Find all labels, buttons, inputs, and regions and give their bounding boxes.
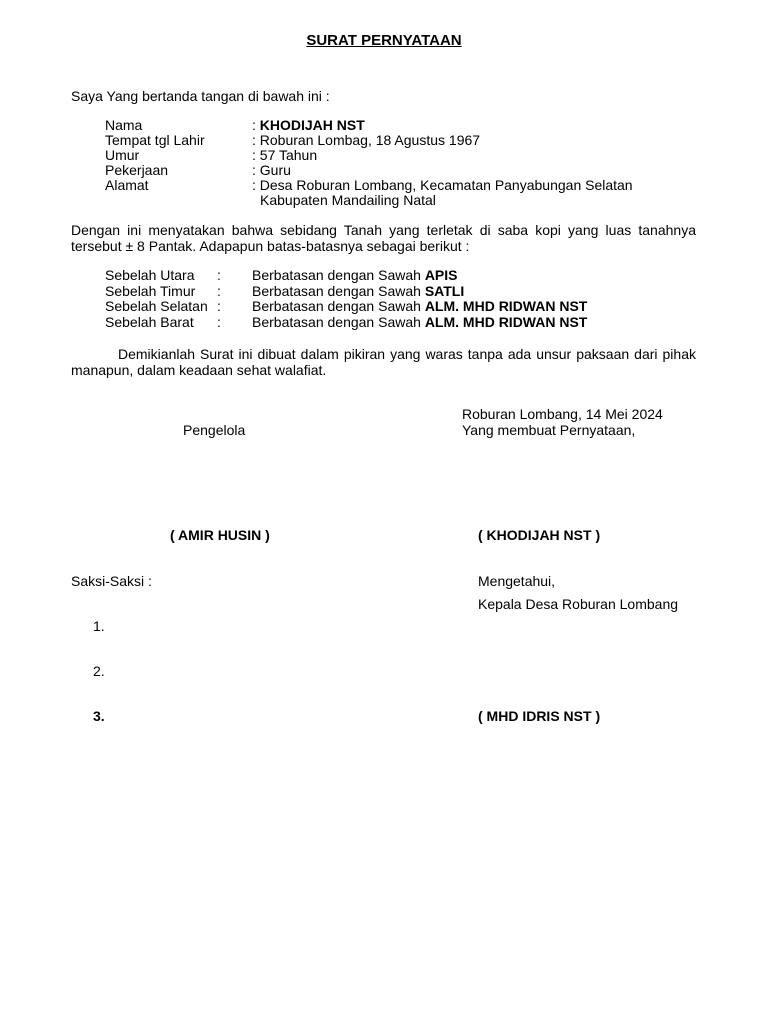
identity-value-birth: : Roburan Lombag, 18 Agustus 1967: [252, 132, 481, 148]
border-colon: :: [217, 298, 221, 314]
village-head-name: ( MHD IDRIS NST ): [478, 708, 601, 724]
place-date: Roburan Lombang, 14 Mei 2024: [462, 406, 663, 422]
witnesses-label: Saksi-Saksi :: [71, 573, 152, 589]
identity-value-address-line2: Kabupaten Mandailing Natal: [260, 192, 436, 208]
acknowledged-label: Mengetahui,: [478, 573, 556, 589]
border-colon: :: [217, 283, 221, 299]
village-head-title: Kepala Desa Roburan Lombang: [478, 596, 679, 612]
identity-value-job: : Guru: [252, 162, 291, 178]
closing-paragraph: Demikianlah Surat ini dibuat dalam pikiran yang waras tanpa ada unsur paksaan dari pihak manapun, dalam keadaan sehat walafiat.: [71, 346, 696, 378]
intro-text: Saya Yang bertanda tangan di bawah ini :: [71, 88, 330, 104]
identity-label-address: Alamat: [105, 177, 149, 193]
witness-3: 3.: [93, 708, 105, 724]
identity-label-age: Umur: [105, 147, 140, 163]
border-value-north: Berbatasan dengan Sawah APIS: [252, 267, 458, 283]
border-value-west: Berbatasan dengan Sawah ALM. MHD RIDWAN NST: [252, 314, 588, 330]
border-label-east: Sebelah Timur: [105, 283, 196, 299]
witness-1: 1.: [93, 618, 105, 634]
left-role: Pengelola: [183, 422, 246, 438]
border-label-south: Sebelah Selatan: [105, 298, 208, 314]
border-value-east: Berbatasan dengan Sawah SATLI: [252, 283, 465, 299]
left-signer-name: ( AMIR HUSIN ): [170, 527, 270, 543]
document-title: SURAT PERNYATAAN: [306, 32, 462, 49]
identity-value-address: : Desa Roburan Lombang, Kecamatan Panyabungan Selatan: [252, 177, 633, 193]
identity-value-age: : 57 Tahun: [252, 147, 318, 163]
identity-value-name: : KHODIJAH NST: [252, 117, 365, 133]
right-role: Yang membuat Pernyataan,: [462, 422, 636, 438]
identity-label-birth: Tempat tgl Lahir: [105, 132, 205, 148]
border-label-north: Sebelah Utara: [105, 267, 195, 283]
border-label-west: Sebelah Barat: [105, 314, 194, 330]
witness-2: 2.: [93, 663, 105, 679]
right-signer-name: ( KHODIJAH NST ): [478, 527, 601, 543]
border-colon: :: [217, 314, 221, 330]
border-colon: :: [217, 267, 221, 283]
identity-label-name: Nama: [105, 117, 143, 133]
identity-label-job: Pekerjaan: [105, 162, 169, 178]
border-value-south: Berbatasan dengan Sawah ALM. MHD RIDWAN NST: [252, 298, 588, 314]
statement-paragraph: Dengan ini menyatakan bahwa sebidang Tanah yang terletak di saba kopi yang luas tanahnya tersebut ± 8 Pantak. Adapapun batas-batasnya sebagai berikut :: [71, 222, 696, 254]
